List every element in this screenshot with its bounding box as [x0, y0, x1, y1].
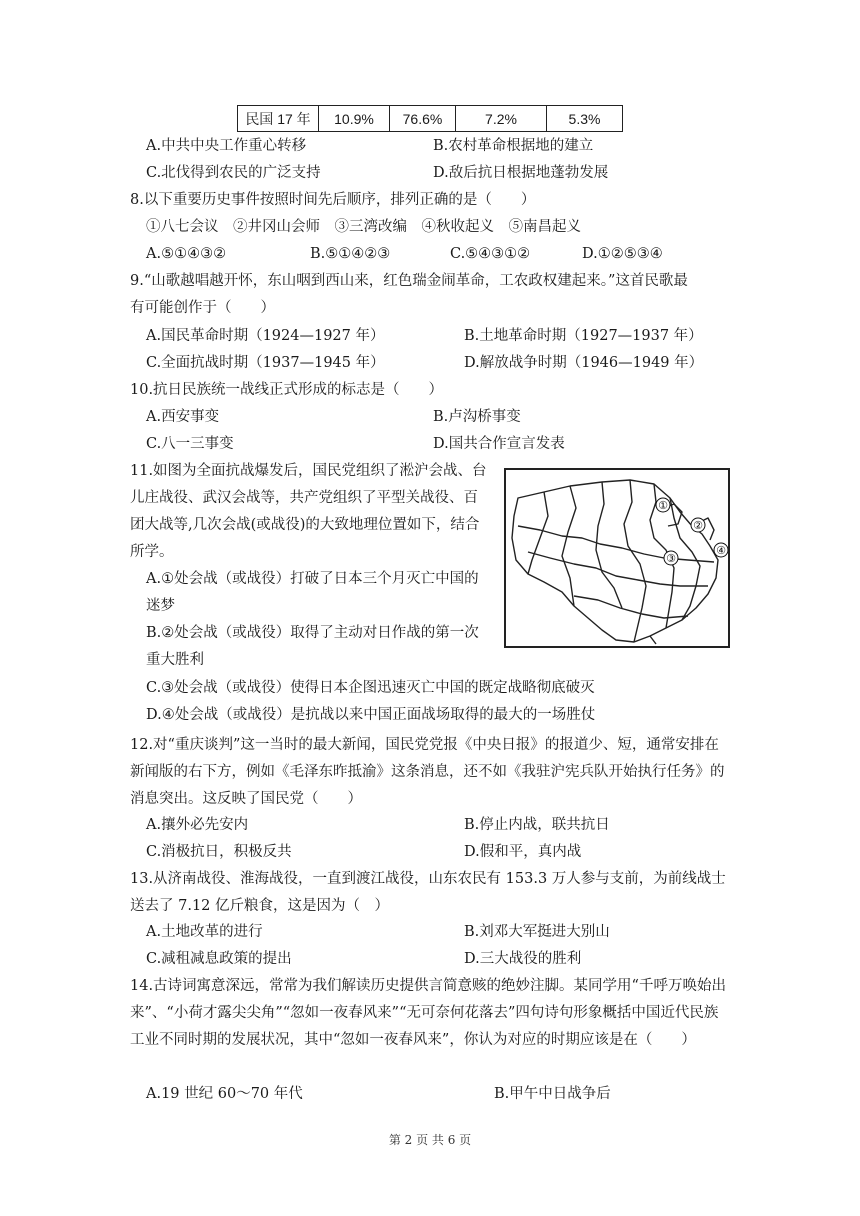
china-battle-map [504, 468, 730, 648]
q7-option-b: B.农村革命根据地的建立 [433, 138, 594, 154]
map-label-4: ④ [716, 544, 726, 557]
q7-option-a: A.中共中央工作重心转移 [146, 138, 307, 154]
q9-option-c: C.全面抗战时期（1937—1945 年） [146, 355, 385, 371]
q14-option-b: B.甲午中日战争后 [494, 1086, 611, 1102]
q9-option-a: A.国民革命时期（1924—1927 年） [146, 328, 385, 344]
table-cell: 民国 17 年 [238, 106, 319, 132]
q13-option-b: B.刘邓大军挺进大别山 [464, 924, 610, 940]
q8-items: ①八七会议 ②井冈山会师 ③三湾改编 ④秋收起义 ⑤南昌起义 [146, 219, 581, 235]
q12-option-d: D.假和平，真内战 [464, 844, 582, 860]
table-row [238, 106, 623, 132]
q12-option-a: A.攘外必先安内 [146, 817, 249, 833]
page-number: 第 2 页 共 6 页 [388, 1133, 472, 1147]
map-label-2: ② [693, 519, 703, 532]
q10-option-c: C.八一三事变 [146, 436, 234, 452]
q12-option-c: C.消极抗日，积极反共 [146, 844, 292, 860]
q11-option-d: D.④处会战（或战役）是抗战以来中国正面战场取得的最大的一场胜仗 [146, 707, 596, 723]
q11-option-c: C.③处会战（或战役）使得日本企图迅速灭亡中国的既定战略彻底破灭 [146, 680, 595, 696]
data-table [237, 105, 623, 132]
table-cell: 5.3% [547, 106, 623, 132]
q13-option-d: D.三大战役的胜利 [464, 951, 582, 967]
q10-option-d: D.国共合作宣言发表 [433, 436, 565, 452]
q13-stem: 13.从济南战役、淮海战役，一直到渡江战役，山东农民有 153.3 万人参与支前，为前线战士送去了 7.12 亿斤粮食，这是因为（ ） [130, 871, 726, 914]
q9-option-b: B.土地革命时期（1927—1937 年） [464, 328, 703, 344]
q14-stem: 14.古诗词寓意深远，常常为我们解读历史提供言简意赅的绝妙注脚。某同学用“千呼万唤始出来”、“小荷才露尖尖角”“忽如一夜春风来”“无可奈何花落去”四句诗句形象概括中国近代民族工业不同时期的发展状况，其中“忽如一夜春风来”，你认为对应的时期应该是在（ ） [130, 978, 726, 1048]
q14-option-a: A.19 世纪 60～70 年代 [146, 1086, 303, 1102]
map-label-3: ③ [666, 552, 676, 565]
q13-option-a: A.土地改革的进行 [146, 924, 263, 940]
q8-option-b: B.⑤①④②③ [310, 246, 391, 262]
q10-option-b: B.卢沟桥事变 [433, 409, 521, 425]
table-cell: 7.2% [456, 106, 547, 132]
q9-option-d: D.解放战争时期（1946—1949 年） [464, 355, 704, 371]
table-cell: 10.9% [319, 106, 390, 132]
q8-option-d: D.①②⑤③④ [582, 246, 663, 262]
map-label-1: ① [658, 499, 668, 512]
q8-stem: 8.以下重要历史事件按照时间先后顺序，排列正确的是（ ） [130, 192, 536, 208]
q9-stem-line2: 有可能创作于（ ） [130, 300, 275, 316]
q11-option-a: A.①处会战（或战役）打破了日本三个月灭亡中国的迷梦 [146, 571, 479, 614]
q12-option-b: B.停止内战，联共抗日 [464, 817, 610, 833]
q8-option-a: A.⑤①④③② [146, 246, 227, 262]
q11-stem: 11.如图为全面抗战爆发后，国民党组织了淞沪会战、台儿庄战役、武汉会战等，共产党组织了平型关战役、百团大战等,几次会战(或战役)的大致地理位置如下，结合所学。 [130, 463, 487, 560]
q10-option-a: A.西安事变 [146, 409, 220, 425]
q7-option-c: C.北伐得到农民的广泛支持 [146, 165, 321, 181]
q12-stem: 12.对“重庆谈判”这一当时的最大新闻，国民党党报《中央日报》的报道少、短，通常安排在新闻版的右下方，例如《毛泽东昨抵渝》这条消息，还不如《我驻沪宪兵队开始执行任务》的消息突出。这反映了国民党（ ） [130, 737, 725, 807]
q11-option-b: B.②处会战（或战役）取得了主动对日作战的第一次重大胜利 [146, 625, 479, 668]
q9-stem-line1: 9.“山歌越唱越开怀，东山咽到西山来，红色瑞金闹革命，工农政权建起来。”这首民歌最 [130, 273, 688, 289]
q10-stem: 10.抗日民族统一战线正式形成的标志是（ ） [130, 382, 444, 398]
q7-option-d: D.敌后抗日根据地蓬勃发展 [433, 165, 609, 181]
table-cell: 76.6% [390, 106, 456, 132]
q13-option-c: C.减租减息政策的提出 [146, 951, 292, 967]
q8-option-c: C.⑤④③①② [450, 246, 531, 262]
